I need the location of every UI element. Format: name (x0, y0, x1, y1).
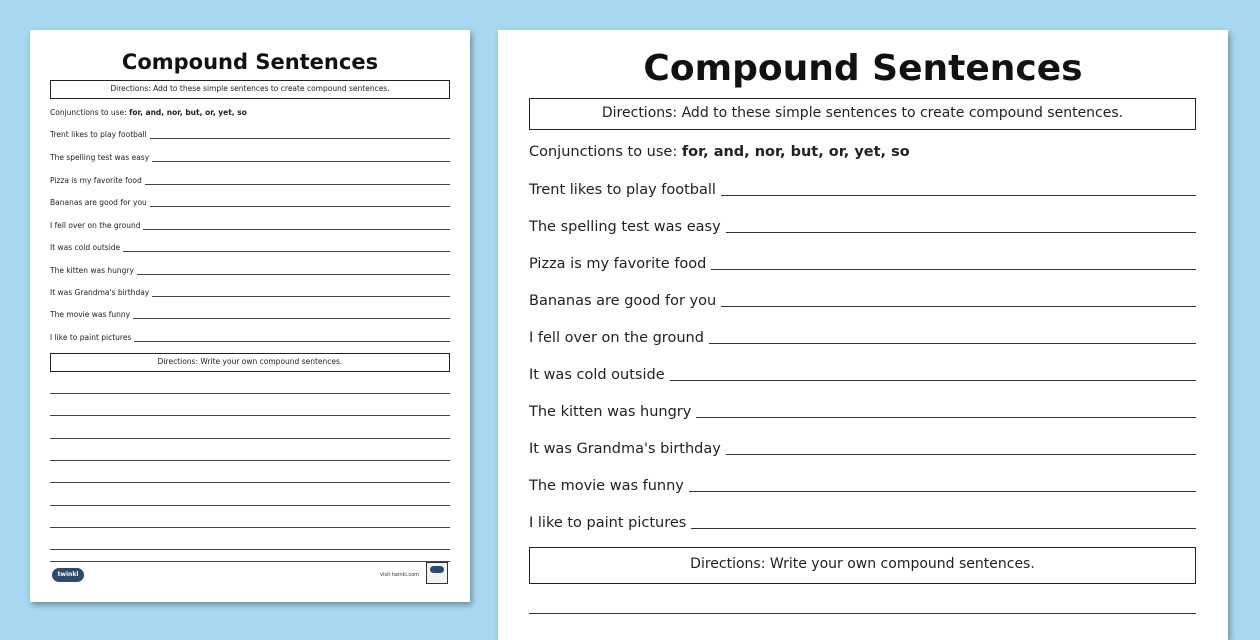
answer-line[interactable] (123, 251, 450, 252)
answer-line[interactable] (143, 229, 450, 230)
conjunctions-label: Conjunctions to use: (50, 108, 130, 117)
sentence-row[interactable] (529, 362, 1196, 384)
answer-line[interactable] (50, 527, 450, 528)
sentence-row[interactable] (50, 174, 450, 186)
sentence-prompt: I like to paint pictures (529, 515, 687, 531)
answer-line[interactable] (133, 318, 450, 319)
sentence-prompt: Pizza is my favorite food (50, 176, 142, 185)
sentence-prompt: It was Grandma's birthday (529, 441, 721, 457)
answer-line[interactable] (50, 505, 450, 506)
sentence-row[interactable] (529, 251, 1196, 273)
sentence-prompt: It was cold outside (529, 367, 665, 383)
answer-line[interactable] (721, 306, 1196, 307)
answer-line[interactable] (726, 232, 1196, 233)
answer-line[interactable] (529, 613, 1196, 614)
sentence-prompt: I like to paint pictures (50, 333, 132, 342)
sentence-row[interactable] (529, 177, 1196, 199)
directions-box: Directions: Add to these simple sentences to create compound sentences. (50, 80, 450, 99)
sentence-row[interactable] (50, 151, 450, 163)
directions-box: Directions: Write your own compound sentences. (529, 547, 1196, 584)
conjunctions-line (50, 108, 247, 117)
answer-line[interactable] (721, 195, 1196, 196)
answer-line[interactable] (696, 417, 1196, 418)
answer-line[interactable] (50, 438, 450, 439)
worksheet-title: Compound Sentences (121, 50, 379, 74)
sentence-prompt: The kitten was hungry (50, 266, 134, 275)
sentence-prompt: The movie was funny (50, 310, 131, 319)
answer-line[interactable] (137, 274, 450, 275)
sentence-prompt: It was Grandma's birthday (50, 288, 150, 297)
sentence-prompt: I fell over on the ground (50, 221, 141, 230)
worksheet-thumbnail (30, 30, 470, 602)
sentence-row[interactable] (50, 241, 450, 253)
answer-line[interactable] (150, 138, 450, 139)
badge-icon (426, 562, 448, 584)
sentence-prompt: The movie was funny (529, 478, 684, 494)
conjunctions-list: for, and, nor, but, or, yet, so (681, 144, 910, 160)
answer-line[interactable] (134, 341, 450, 342)
answer-line[interactable] (709, 343, 1196, 344)
sentence-prompt: Pizza is my favorite food (529, 256, 707, 272)
sentence-row[interactable] (50, 286, 450, 298)
sentence-prompt: The spelling test was easy (529, 219, 721, 235)
sentence-row[interactable] (50, 219, 450, 231)
sentence-row[interactable] (50, 128, 450, 140)
answer-line[interactable] (689, 491, 1196, 492)
sentence-row[interactable] (529, 473, 1196, 495)
answer-line[interactable] (50, 460, 450, 461)
sentence-row[interactable] (50, 196, 450, 208)
sentence-row[interactable] (529, 510, 1196, 532)
sentence-prompt: The kitten was hungry (529, 404, 692, 420)
sentence-row[interactable] (529, 214, 1196, 236)
answer-line[interactable] (152, 296, 450, 297)
sentence-row[interactable] (529, 288, 1196, 310)
sentence-row[interactable] (50, 308, 450, 320)
answer-line[interactable] (711, 269, 1196, 270)
sentence-row[interactable] (529, 325, 1196, 347)
answer-line[interactable] (50, 415, 450, 416)
conjunctions-list: for, and, nor, but, or, yet, so (129, 108, 247, 117)
answer-line[interactable] (150, 206, 450, 207)
worksheet-title: Compound Sentences (643, 48, 1083, 89)
answer-line[interactable] (50, 393, 450, 394)
sentence-prompt: The spelling test was easy (50, 153, 150, 162)
answer-line[interactable] (145, 184, 450, 185)
answer-line[interactable] (726, 454, 1196, 455)
sentence-prompt: Bananas are good for you (50, 198, 147, 207)
worksheet-page (498, 30, 1228, 640)
sentence-row[interactable] (529, 399, 1196, 421)
answer-line[interactable] (50, 549, 450, 550)
sentence-prompt: I fell over on the ground (529, 330, 704, 346)
sentence-prompt: It was cold outside (50, 243, 121, 252)
sentence-prompt: Trent likes to play football (50, 130, 147, 139)
footer-divider (50, 561, 450, 562)
conjunctions-label: Conjunctions to use: (529, 144, 682, 160)
directions-box: Directions: Add to these simple sentences to create compound sentences. (529, 98, 1196, 130)
answer-line[interactable] (152, 161, 450, 162)
sentence-prompt: Trent likes to play football (529, 182, 716, 198)
answer-line[interactable] (50, 482, 450, 483)
visit-link: visit twinkl.com (380, 572, 420, 578)
conjunctions-line (529, 144, 910, 160)
sentence-row[interactable] (50, 264, 450, 276)
twinkl-logo: twinkl (52, 568, 84, 582)
sentence-prompt: Bananas are good for you (529, 293, 717, 309)
answer-line[interactable] (670, 380, 1196, 381)
sentence-row[interactable] (529, 436, 1196, 458)
directions-box: Directions: Write your own compound sentences. (50, 353, 450, 372)
answer-line[interactable] (691, 528, 1196, 529)
sentence-row[interactable] (50, 331, 450, 343)
